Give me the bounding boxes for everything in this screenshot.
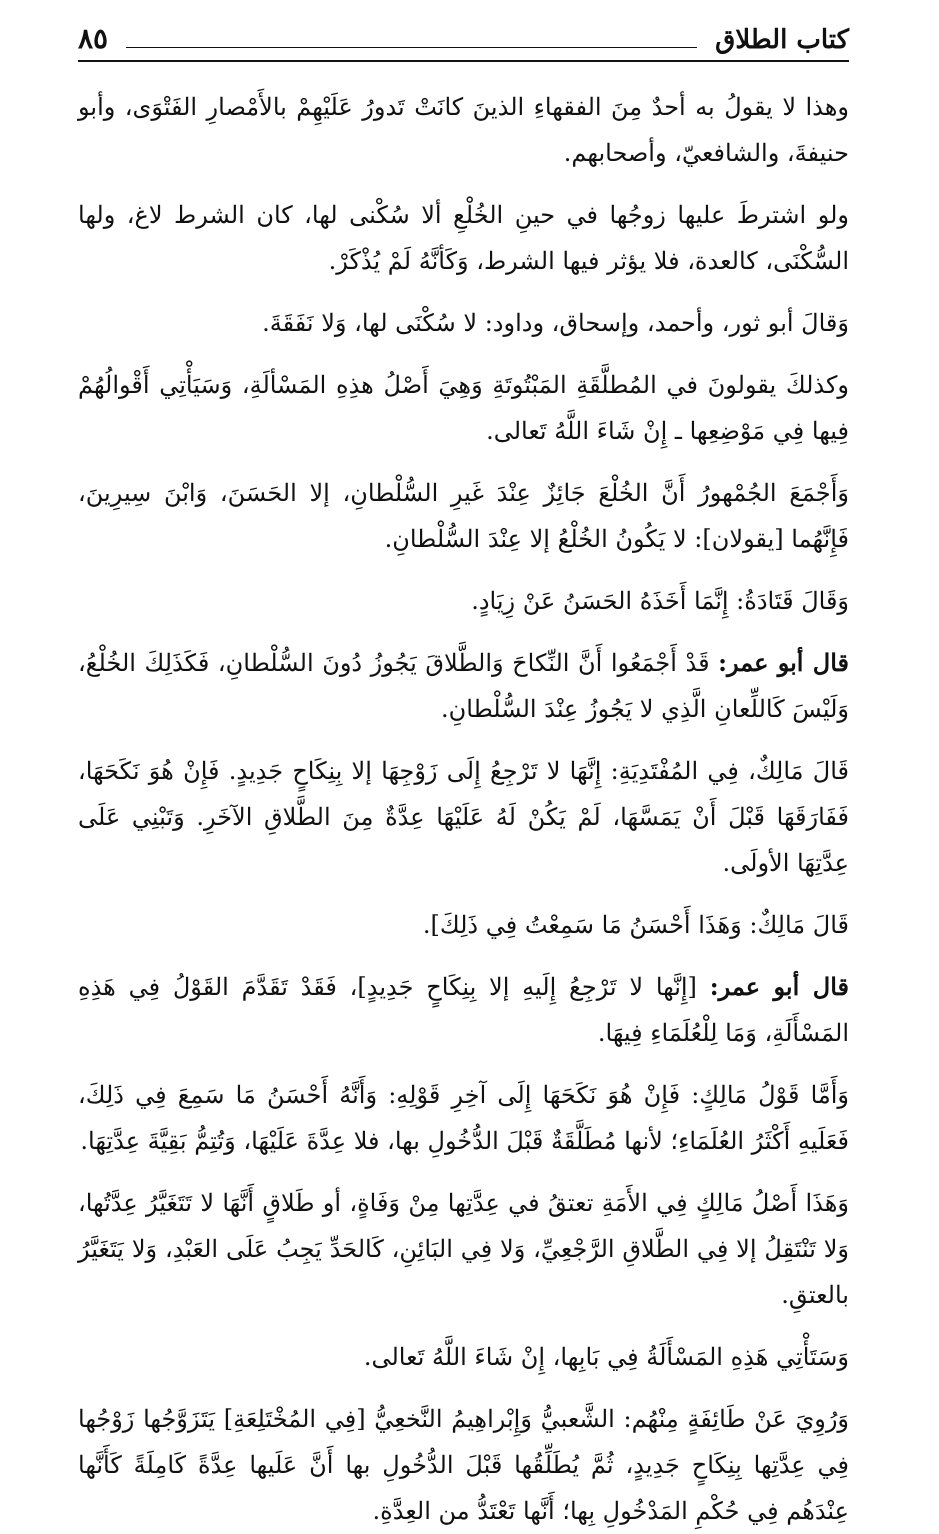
paragraph-8	[78, 748, 849, 886]
paragraph-5	[78, 470, 849, 562]
paragraph-12	[78, 1180, 849, 1318]
paragraph-6	[78, 578, 849, 624]
paragraph-text: قَالَ مَالِكٌ: وَهَذَا أَحْسَنُ مَا سَمِعْتُ فِي ذَلِكَ].	[422, 911, 849, 939]
page-header	[78, 14, 849, 62]
paragraph-text: وَقالَ أبو ثور، وأحمد، وإسحاق، وداود: لا سُكْنَى لها، وَلا نَفَقَةَ.	[262, 309, 849, 337]
header-rule	[126, 47, 697, 48]
paragraph-text: وكذلكَ يقولونَ في المُطلَّقَةِ المَبْتُوتَةِ وَهِيَ أَصْلُ هذِهِ المَسْألَةِ، وَسَيَأْتِي أَقْوالُهُمْ فِيها فِي مَوْضِعِها ـ إِنْ شَاءَ اللَّهُ تَعالى.	[78, 371, 849, 445]
paragraph-lead: قال أبو عمر:	[718, 648, 849, 677]
paragraph-14	[78, 1396, 849, 1534]
paragraph-2	[78, 192, 849, 284]
paragraph-3	[78, 300, 849, 346]
paragraph-text: وَقَالَ قَتَادَةُ: إِنَّمَا أَخَذَهُ الحَسَنُ عَنْ زِيَادٍ.	[471, 587, 849, 615]
paragraph-text: قَدْ أَجْمَعُوا أَنَّ النِّكاحَ وَالطَّلاقَ يَجُوزُ دُونَ السُّلْطانِ، فَكَذَلِكَ الخُلْعُ، وَلَيْسَ كَاللِّعانِ الَّذِي لا يَجُوزُ عِنْدَ السُّلْطانِ.	[78, 649, 849, 723]
paragraph-1	[78, 84, 849, 176]
paragraph-4	[78, 362, 849, 454]
running-title: كتاب الطلاق	[715, 25, 849, 55]
paragraph-text: [إِنَّها لا تَرْجِعُ إِلَيهِ إلا بِنِكَاحٍ جَدِيدٍ]، فَقَدْ تَقَدَّمَ القَوْلُ فِي هَذِهِ المَسْأَلَةِ، وَمَا لِلْعُلَمَاءِ فِيهَا.	[78, 973, 849, 1047]
paragraph-text: وهذا لا يقولُ به أحدٌ مِنَ الفقهاءِ الذينَ كانَتْ تَدورُ عَلَيْهِمْ بالأَمْصارِ الفَتْوَى، وأبو حنيفةَ، والشافعيّ، وأصحابهم.	[78, 93, 849, 167]
paragraph-11	[78, 1072, 849, 1164]
paragraph-9	[78, 902, 849, 948]
paragraph-text: قَالَ مَالِكٌ، فِي المُفْتَدِيَةِ: إِنَّهَا لا تَرْجِعُ إِلَى زَوْجِهَا إلا بِنِكَاحٍ جَدِيدٍ. فَإِنْ هُوَ نَكَحَهَا، فَفَارَقَهَا قَبْلَ أَنْ يَمَسَّهَا، لَمْ يَكُنْ لَهُ عَلَيْهَا عِدَّةٌ مِنَ الطَّلاقِ الآخَرِ. وَتَبْنِي عَلَى عِدَّتِهَا الأولَى.	[78, 757, 849, 877]
page-number: ٨٥	[78, 22, 109, 55]
paragraph-text: وَرُوِيَ عَنْ طَائِفَةٍ مِنْهُم: الشَّعبيُّ وَإِبْراهِيمُ النَّخعِيُّ [فِي المُخْتَلِعَةِ] يَتَزَوَّجُها زَوْجُها فِي عِدَّتِها بِنِكَاحٍ جَدِيدٍ، ثُمَّ يُطَلِّقُها قَبْلَ الدُّخُولِ بها أَنَّ عَلَيها عِدَّةً كَامِلَةً كَأَنَّها عِنْدَهُم فِي حُكْمِ المَدْخُولِ بِها؛ أَنَّها تَعْتَدُّ من العِدَّةِ.	[78, 1405, 849, 1525]
paragraph-text: وَأَمَّا قَوْلُ مَالِكٍ: فَإِنْ هُوَ نَكَحَهَا إِلَى آخِرِ قَوْلِهِ: وَأَنَّهُ أَحْسَنُ مَا سَمِعَ فِي ذَلِكَ، فَعَلَيهِ أَكْثَرُ العُلَمَاءِ؛ لأنها مُطَلَّقَةٌ قَبْلَ الدُّخُولِ بها، فلا عِدَّةَ عَلَيْهَا، وَتُتِمُّ بَقِيَّةَ عِدَّتِهَا.	[78, 1081, 849, 1155]
paragraph-10	[78, 964, 849, 1056]
paragraph-text: وَهَذَا أَصْلُ مَالِكٍ فِي الأَمَةِ تعتقُ في عِدَّتِها مِنْ وَفَاةٍ، أو طَلاقٍ أَنَّهَا لا تَتَغَيَّرُ عِدَّتُها، وَلا تَنْتَقِلُ إلا فِي الطَّلاقِ الرَّجْعِيِّ، وَلا فِي البَائِنِ، كَالحَدِّ يَجِبُ عَلَى العَبْدِ، وَلا يَتَغَيَّرُ بالعتقِ.	[78, 1189, 849, 1309]
page-body	[78, 84, 849, 1534]
paragraph-13	[78, 1334, 849, 1380]
paragraph-text: ولو اشترطَ عليها زوجُها في حينِ الخُلْعِ ألا سُكْنى لها، كان الشرط لاغ، ولها السُّكْنَى، كالعدة، فلا يؤثر فيها الشرط، وَكَأنَّهُ لَمْ يُذْكَرْ.	[78, 201, 849, 275]
paragraph-text: وَسَتَأْتِي هَذِهِ المَسْأَلَةُ فِي بَابِها، إِنْ شَاءَ اللَّهُ تَعالى.	[363, 1343, 849, 1371]
paragraph-lead: قال أبو عمر:	[709, 972, 850, 1001]
paragraph-text: وَأَجْمَعَ الجُمْهورُ أَنَّ الخُلْعَ جَائِزٌ عِنْدَ غَيرِ السُّلْطانِ، إلا الحَسَنَ، وَابْنَ سِيرِينَ، فَإِنَّهُما [يقولان]: لا يَكُونُ الخُلْعُ إلا عِنْدَ السُّلْطانِ.	[78, 479, 850, 553]
paragraph-7	[78, 640, 849, 732]
